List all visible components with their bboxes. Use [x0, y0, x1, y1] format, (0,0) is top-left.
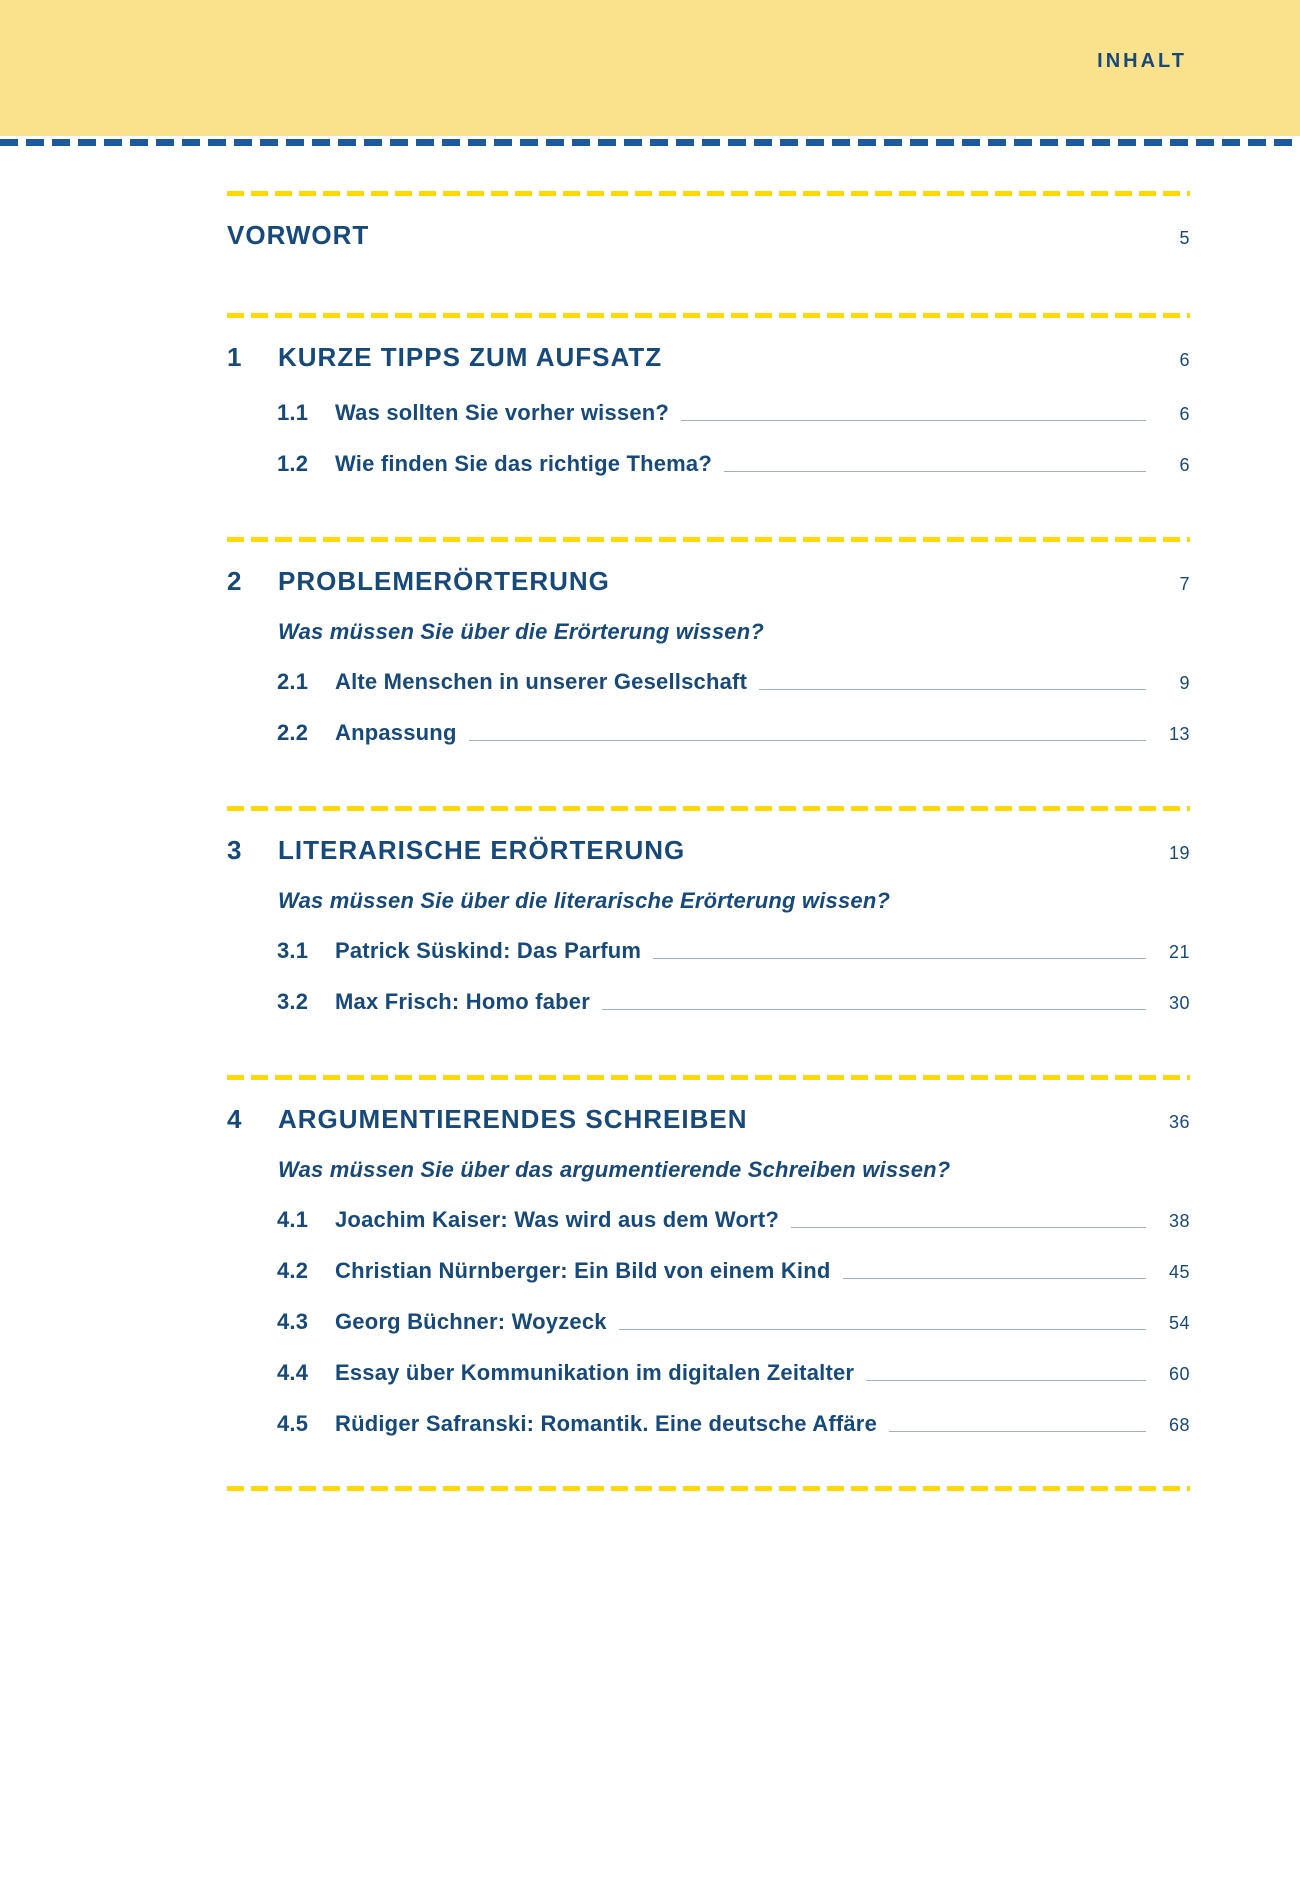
table-of-contents	[227, 191, 1190, 1491]
section-subtitle: Was müssen Sie über die Erörterung wissen?	[278, 619, 765, 644]
page-number: 54	[1168, 1313, 1190, 1333]
yellow-dashed-divider	[227, 1075, 1190, 1080]
entry-number: 1.2	[277, 451, 309, 476]
section-title: LITERARISCHE ERÖRTERUNG	[278, 835, 686, 865]
toc-section-heading-2[interactable]	[227, 564, 1190, 601]
entry-label: Rüdiger Safranski: Romantik. Eine deutsche Affäre	[335, 1411, 878, 1436]
section-subtitle: Was müssen Sie über das argumentierende Schreiben wissen?	[278, 1157, 951, 1182]
leader-line	[724, 471, 1146, 473]
toc-entry-vorwort[interactable]	[227, 218, 1190, 255]
page-number: 5	[1179, 228, 1190, 248]
toc-entry-4-3[interactable]	[277, 1308, 1190, 1337]
toc-section-heading-1[interactable]	[227, 340, 1190, 377]
entry-label: Christian Nürnberger: Ein Bild von einem Kind	[335, 1258, 831, 1283]
section-number: 1	[227, 342, 243, 372]
entry-number: 4.5	[277, 1411, 309, 1436]
page-number: 19	[1168, 843, 1190, 863]
page-number: 7	[1179, 574, 1190, 594]
yellow-dashed-divider	[227, 313, 1190, 318]
entry-label: Max Frisch: Homo faber	[335, 989, 591, 1014]
toc-section-heading-3[interactable]	[227, 833, 1190, 870]
toc-entry-4-1[interactable]	[277, 1206, 1190, 1235]
entry-label: Patrick Süskind: Das Parfum	[335, 938, 642, 963]
entry-label: Anpassung	[335, 720, 457, 745]
toc-entry-1-1[interactable]	[277, 399, 1190, 428]
leader-line	[602, 1009, 1146, 1011]
page-number: 30	[1168, 993, 1190, 1013]
leader-line	[791, 1227, 1146, 1229]
page-number: 6	[1179, 455, 1190, 475]
leader-line	[469, 740, 1146, 742]
yellow-dashed-divider	[227, 1486, 1190, 1491]
page-number: 36	[1168, 1112, 1190, 1132]
section-number: 4	[227, 1104, 243, 1134]
page-number: 68	[1168, 1415, 1190, 1435]
leader-line	[759, 689, 1146, 691]
page-header-label: INHALT	[1097, 50, 1187, 72]
section-title: PROBLEMERÖRTERUNG	[278, 566, 610, 596]
toc-title: VORWORT	[227, 220, 370, 250]
entry-number: 3.1	[277, 938, 309, 963]
entry-number: 4.4	[277, 1360, 309, 1385]
toc-entry-4-2[interactable]	[277, 1257, 1190, 1286]
page-number: 9	[1179, 673, 1190, 693]
toc-entry-4-4[interactable]	[277, 1359, 1190, 1388]
entry-label: Alte Menschen in unserer Gesellschaft	[335, 669, 748, 694]
page-number: 45	[1168, 1262, 1190, 1282]
entry-number: 4.3	[277, 1309, 309, 1334]
toc-entry-3-2[interactable]	[277, 988, 1190, 1017]
page-number: 6	[1179, 350, 1190, 370]
page-number: 6	[1179, 404, 1190, 424]
leader-line	[653, 958, 1146, 960]
leader-line	[889, 1431, 1146, 1433]
page-number: 60	[1168, 1364, 1190, 1384]
entry-number: 1.1	[277, 400, 309, 425]
leader-line	[681, 420, 1146, 422]
yellow-dashed-divider	[227, 191, 1190, 196]
leader-line	[866, 1380, 1146, 1382]
toc-entry-3-1[interactable]	[277, 937, 1190, 966]
entry-number: 2.1	[277, 669, 309, 694]
toc-section-heading-4[interactable]	[227, 1102, 1190, 1139]
blue-dashed-divider	[0, 139, 1300, 146]
header-band	[0, 0, 1300, 136]
toc-entry-2-2[interactable]	[277, 719, 1190, 748]
section-subtitle: Was müssen Sie über die literarische Erörterung wissen?	[278, 888, 891, 913]
entry-label: Wie finden Sie das richtige Thema?	[335, 451, 713, 476]
entry-number: 3.2	[277, 989, 309, 1014]
entry-number: 4.1	[277, 1207, 309, 1232]
section-number: 3	[227, 835, 243, 865]
section-number: 2	[227, 566, 243, 596]
page-number: 38	[1168, 1211, 1190, 1231]
yellow-dashed-divider	[227, 806, 1190, 811]
toc-entry-4-5[interactable]	[277, 1410, 1190, 1439]
entry-number: 4.2	[277, 1258, 309, 1283]
toc-entry-1-2[interactable]	[277, 450, 1190, 479]
yellow-dashed-divider	[227, 537, 1190, 542]
page-number: 13	[1168, 724, 1190, 744]
section-title: ARGUMENTIERENDES SCHREIBEN	[278, 1104, 748, 1134]
entry-label: Was sollten Sie vorher wissen?	[335, 400, 670, 425]
section-title: KURZE TIPPS ZUM AUFSATZ	[278, 342, 663, 372]
leader-line	[843, 1278, 1147, 1280]
toc-entry-2-1[interactable]	[277, 668, 1190, 697]
page-number: 21	[1168, 942, 1190, 962]
leader-line	[619, 1329, 1146, 1331]
entry-label: Joachim Kaiser: Was wird aus dem Wort?	[335, 1207, 780, 1232]
entry-number: 2.2	[277, 720, 309, 745]
entry-label: Georg Büchner: Woyzeck	[335, 1309, 607, 1334]
entry-label: Essay über Kommunikation im digitalen Zeitalter	[335, 1360, 855, 1385]
